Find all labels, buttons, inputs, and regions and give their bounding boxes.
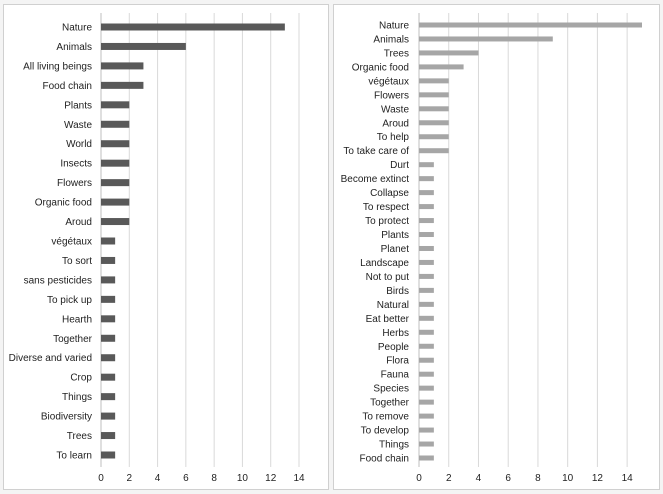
category-label: Herbs <box>382 327 409 339</box>
right-bar-chart <box>334 5 661 491</box>
bar <box>419 204 434 209</box>
bar <box>419 218 434 223</box>
category-label: Food chain <box>359 453 409 465</box>
category-label: Food chain <box>42 80 92 92</box>
right-chart-panel <box>333 4 660 490</box>
category-label: Flowers <box>56 178 92 190</box>
category-label: Flowers <box>373 90 409 102</box>
x-tick-label: 12 <box>265 473 277 484</box>
bar <box>419 400 434 405</box>
category-label: Fauna <box>380 369 409 381</box>
bar <box>101 315 115 322</box>
bar <box>101 238 115 245</box>
category-label: Waste <box>381 104 409 116</box>
bar <box>101 296 115 303</box>
category-label: To sort <box>61 255 92 267</box>
category-label: Durt <box>390 160 409 172</box>
category-label: Aroud <box>65 217 92 229</box>
category-label: To learn <box>56 450 92 462</box>
x-tick-label: 12 <box>591 473 603 484</box>
category-label: Nature <box>378 20 409 32</box>
category-label: World <box>66 139 92 151</box>
bar <box>419 386 434 391</box>
category-label: Trees <box>66 431 92 443</box>
bar <box>101 82 143 89</box>
bar <box>419 106 449 111</box>
bar <box>419 232 434 237</box>
bar <box>419 288 434 293</box>
category-label: All living beings <box>23 61 92 73</box>
bar <box>101 452 115 459</box>
bar <box>101 62 143 69</box>
x-tick-label: 6 <box>183 473 189 484</box>
bar <box>101 43 186 50</box>
category-label: To help <box>376 132 409 144</box>
bar <box>101 393 115 400</box>
bar <box>101 354 115 361</box>
category-label: Eat better <box>365 313 409 325</box>
category-label: To protect <box>365 216 409 228</box>
left-bar-chart <box>4 5 330 491</box>
bar <box>101 199 129 206</box>
x-tick-label: 8 <box>211 473 217 484</box>
bar <box>419 190 434 195</box>
bar <box>101 335 115 342</box>
bar <box>101 276 115 283</box>
x-tick-label: 0 <box>416 473 422 484</box>
x-tick-label: 2 <box>445 473 452 484</box>
category-label: Plants <box>64 100 92 112</box>
bar <box>419 78 449 83</box>
category-label: Organic food <box>351 62 409 74</box>
bar <box>101 432 115 439</box>
bar <box>419 64 464 69</box>
bar <box>101 101 129 108</box>
category-label: Things <box>378 439 409 451</box>
category-label: Become extinct <box>340 174 409 186</box>
category-label: Diverse and varied <box>8 353 92 365</box>
bar <box>419 92 449 97</box>
bar <box>419 456 434 461</box>
bar <box>419 344 434 349</box>
x-tick-label: 14 <box>293 473 305 484</box>
x-tick-label: 10 <box>236 473 248 484</box>
category-label: To remove <box>362 411 409 423</box>
category-label: Insects <box>60 158 92 170</box>
category-label: To take care of <box>343 146 409 158</box>
bar <box>419 23 642 28</box>
x-tick-label: 10 <box>562 473 574 484</box>
bar <box>419 162 434 167</box>
bar <box>419 442 434 447</box>
bar <box>101 160 129 167</box>
category-label: Together <box>53 333 92 345</box>
category-label: Together <box>370 397 409 409</box>
bar <box>101 179 129 186</box>
category-label: Natural <box>376 299 409 311</box>
category-label: Hearth <box>61 314 92 326</box>
category-label: Plants <box>381 230 409 242</box>
bar <box>419 358 434 363</box>
bar <box>419 148 449 153</box>
bar <box>419 36 553 41</box>
bar <box>419 316 434 321</box>
bar <box>419 372 434 377</box>
category-label: Waste <box>64 119 92 131</box>
category-label: Crop <box>70 372 92 384</box>
bar <box>419 302 434 307</box>
bar <box>419 176 434 181</box>
x-tick-label: 6 <box>505 473 511 484</box>
x-tick-label: 4 <box>475 473 482 484</box>
bar <box>101 218 129 225</box>
bar <box>419 260 434 265</box>
category-label: Biodiversity <box>40 411 92 423</box>
x-tick-label: 2 <box>126 473 133 484</box>
bar <box>419 274 434 279</box>
category-label: Animals <box>56 41 92 53</box>
bar <box>101 121 129 128</box>
category-label: Not to put <box>365 271 409 283</box>
bar <box>101 24 285 31</box>
category-label: Aroud <box>382 118 409 130</box>
bar <box>419 120 449 125</box>
x-tick-label: 0 <box>98 473 104 484</box>
category-label: Animals <box>373 34 409 46</box>
category-label: To develop <box>360 425 409 437</box>
x-tick-label: 14 <box>621 473 633 484</box>
category-label: To pick up <box>46 294 92 306</box>
bar <box>101 413 115 420</box>
x-tick-label: 8 <box>535 473 541 484</box>
bar <box>419 246 434 251</box>
category-label: Nature <box>61 22 92 34</box>
bar <box>419 50 478 55</box>
category-label: People <box>377 341 409 353</box>
category-label: Flora <box>386 355 409 367</box>
category-label: Collapse <box>370 188 409 200</box>
bar <box>101 257 115 264</box>
category-label: végétaux <box>368 76 409 88</box>
category-label: sans pesticides <box>23 275 92 287</box>
bar <box>419 134 449 139</box>
category-label: Organic food <box>34 197 92 209</box>
category-label: Species <box>373 383 409 395</box>
category-label: Landscape <box>360 257 409 269</box>
bar <box>419 428 434 433</box>
category-label: Birds <box>386 285 409 297</box>
category-label: végétaux <box>51 236 92 248</box>
bar <box>101 140 129 147</box>
bar <box>101 374 115 381</box>
category-label: To respect <box>362 202 409 214</box>
category-label: Trees <box>383 48 409 60</box>
bar <box>419 414 434 419</box>
x-tick-label: 4 <box>154 473 161 484</box>
category-label: Planet <box>380 243 409 255</box>
bar <box>419 330 434 335</box>
left-chart-panel <box>3 4 329 490</box>
category-label: Things <box>61 392 92 404</box>
